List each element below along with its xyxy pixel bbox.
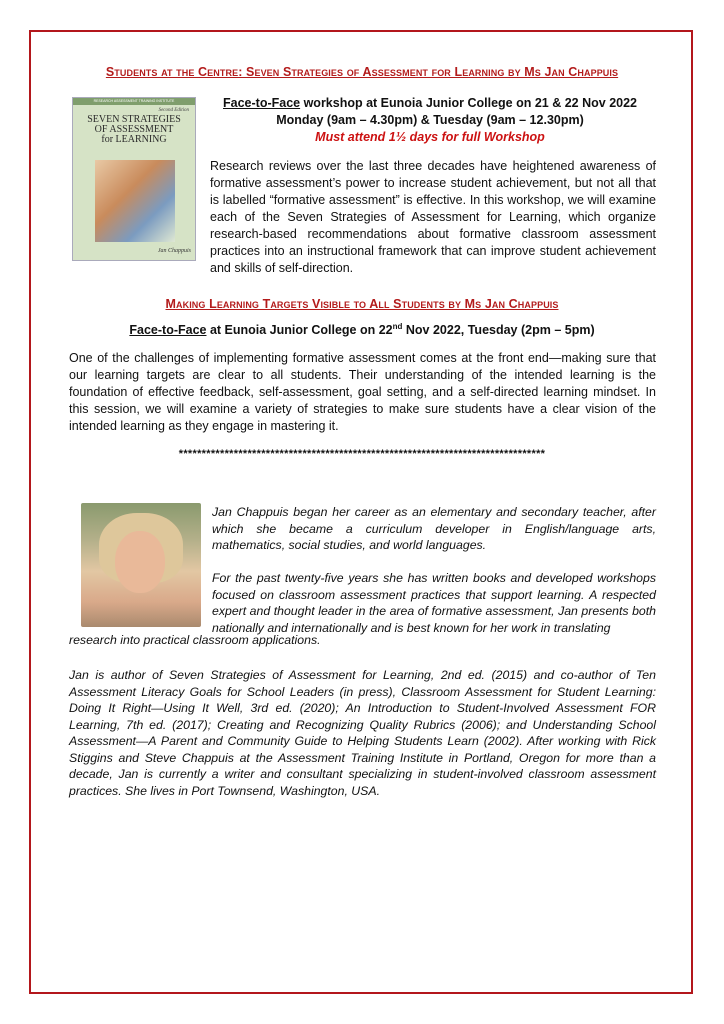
bio-paragraph-1: Jan Chappuis began her career as an elementary and secondary teacher, after which she became a curriculum developer in English/language arts, mathematics, social studies, and world languages. — [212, 505, 656, 552]
bio-paragraph-2: For the past twenty-five years she has written books and developed workshops focused on classroom assessment practices that support learning. A respected expert and thought leader in the area of formative assessment, Jan presents both nationally and internationally and is best known for her work in translating — [212, 571, 656, 635]
section1-title: Students at the Centre: Seven Strategies of Assessment for Learning by Ms Jan Chappuis — [105, 65, 619, 79]
section1-attendance-note: Must attend 1½ days for full Workshop — [315, 130, 545, 144]
section2-schedule — [0, 322, 724, 337]
book-author: Jan Chappuis — [157, 248, 191, 254]
face-to-face-label-2: Face-to-Face — [129, 323, 207, 338]
bio-paragraph-3: Jan is author of Seven Strategies of Assessment for Learning, 2nd ed. (2015) and co-author of Ten Assessment Literacy Goals for School Leaders (in press), Classroom Assessment for Student Learning: Doing It Right—Using It Well, 3rd ed. (2020); An Introduction to Student-Involved Assessment FOR Learning, 7th ed. (2017); Creating and Recognizing Quality Rubrics (2006); and Understanding School Assessment—A Parent and Community Guide to Helping Students Learn (2002). After working with Rick Stiggins and Steve Chappuis at the Assessment Training Institute in Portland, Oregon for more than a decade, Jan is currently a writer and consultant specializing in student-involved classroom assessment practices. She lives in Port Townsend, Washington, USA. — [69, 668, 656, 798]
section1-schedule-line1 — [210, 95, 650, 112]
section1-schedule-line2: Monday (9am – 4.30pm) & Tuesday (9am – 12.30pm) — [276, 113, 584, 127]
speaker-portrait — [81, 503, 201, 627]
section2-title: Making Learning Targets Visible to All Students by Ms Jan Chappuis — [165, 297, 559, 311]
section1-description: Research reviews over the last three decades have heightened awareness of formative assessment’s power to increase student achievement, but not all that is labelled “formative assessment” is effective. In this workshop, we will examine each of the Seven Strategies of Assessment for Learning, which organize research-based recommendations about formative classroom assessment practices into an instructional framework that can improve student achievement and skills of self-direction. — [210, 159, 656, 275]
book-edition: Second Edition — [158, 108, 189, 113]
bio-paragraph-2-tail: research into practical classroom applications. — [69, 633, 321, 647]
book-title-line3: for LEARNING — [101, 134, 167, 145]
book-cover-image — [72, 97, 196, 261]
book-title-line2: OF ASSESSMENT — [94, 124, 174, 135]
book-series-band — [73, 98, 195, 105]
book-title — [73, 115, 195, 145]
section2-venue-date: at Eunoia Junior College on 22 — [206, 323, 393, 338]
section2-time: Nov 2022, Tuesday (2pm – 5pm) — [402, 323, 595, 338]
divider-stars: ******************************************************************************** — [178, 448, 546, 460]
book-cover-photo — [95, 160, 175, 242]
date-suffix: nd — [392, 322, 403, 331]
section2-description: One of the challenges of implementing formative assessment comes at the front end—making sure that our learning targets are clear to all students. Their understanding of the intended learning is the foundation of effective feedback, self-assessment, goal setting, and a self-directed learning mindset. In this session, we will examine a variety of strategies to make sure students have a clear vision of the intended learning as they engage in mastering it. — [69, 351, 656, 433]
face-to-face-label: Face-to-Face — [223, 96, 301, 110]
book-title-line1: SEVEN STRATEGIES — [87, 114, 181, 125]
portrait-face — [115, 531, 165, 593]
book-series: RESEARCH ASSESSMENT TRAINING INSTITUTE — [93, 99, 175, 103]
section1-venue-date: workshop at Eunoia Junior College on 21 & 22 Nov 2022 — [300, 96, 637, 110]
